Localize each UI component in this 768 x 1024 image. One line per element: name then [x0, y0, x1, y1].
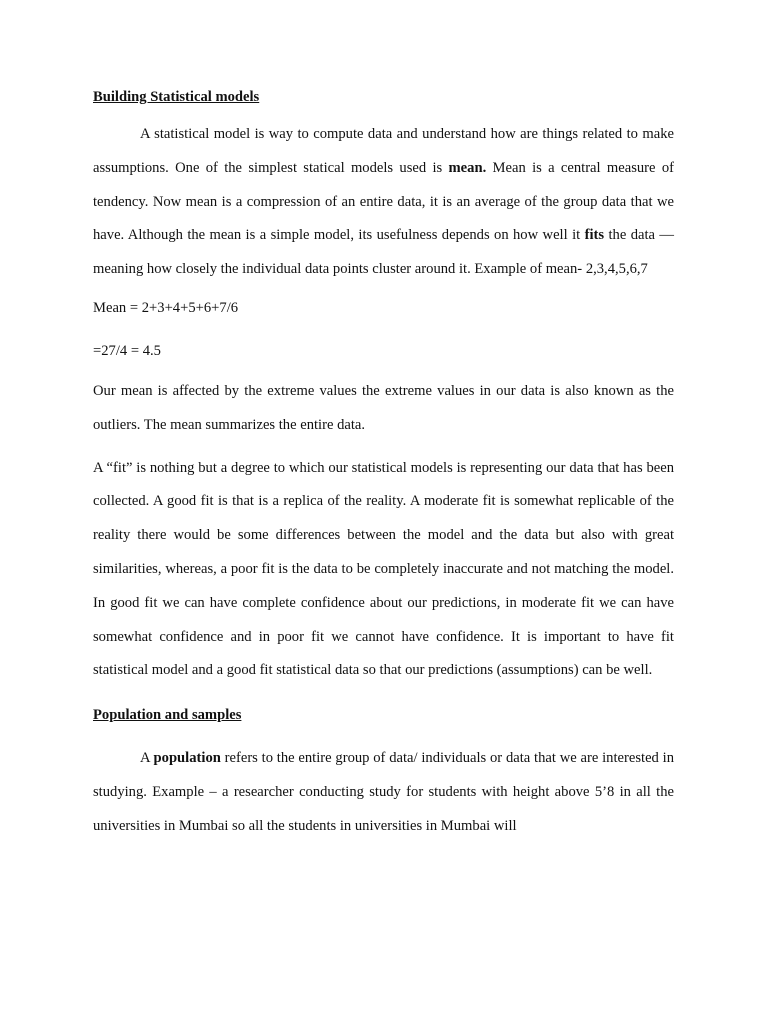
section-heading-population-and-samples: Population and samples: [93, 707, 242, 724]
text-run: the data — meaning how closely the individual data points cluster around it. Example of mean- 2,3,4,5,6,7: [93, 227, 674, 278]
bold-term-population: population: [153, 750, 221, 767]
paragraph-statistical-model: [93, 118, 674, 287]
text-run: Mean is a central measure of tendency. Now mean is a compression of an entire data, it is an average of the group data that we have. Although the mean is a simple model, its usefulness depends on how well it: [93, 159, 674, 244]
section-heading-building-statistical-models: Building Statistical models: [93, 89, 260, 105]
text-run: refers to the entire group of data/ individuals or data that we are interested in studying. Example – a researcher conducting study for students with height above 5’8 in all the universities in Mumbai so all the students in universities in Mumbai will: [93, 750, 674, 834]
document-page: [93, 82, 674, 844]
paragraph-population: [93, 742, 674, 843]
mean-result: =27/4 = 4.5: [93, 342, 161, 359]
paragraph-outliers: Our mean is affected by the extreme values the extreme values in our data is also known as the outliers. The mean summarizes the entire data.: [93, 382, 674, 433]
mean-formula: Mean = 2+3+4+5+6+7/6: [93, 299, 239, 316]
paragraph-fit: A “fit” is nothing but a degree to which our statistical models is representing our data that has been collected. A good fit is that is a replica of the reality. A moderate fit is somewhat replicable of the reality there would be some differences between the model and the data but also with great similarities, whereas, a poor fit is the data to be completely inaccurate and not matching the model. In good fit we can have complete confidence about our predictions, in moderate fit we can have somewhat confidence and in poor fit we cannot have confidence. It is important to have fit statistical model and a good fit statistical data so that our predictions (assumptions) can be well.: [93, 459, 674, 679]
text-run: A statistical model is way to compute data and understand how are things related to make assumptions. One of the simplest statical models used is: [93, 126, 674, 176]
text-run: A: [140, 750, 154, 767]
bold-term-mean: mean.: [448, 159, 487, 176]
bold-term-fits: fits: [584, 227, 605, 244]
